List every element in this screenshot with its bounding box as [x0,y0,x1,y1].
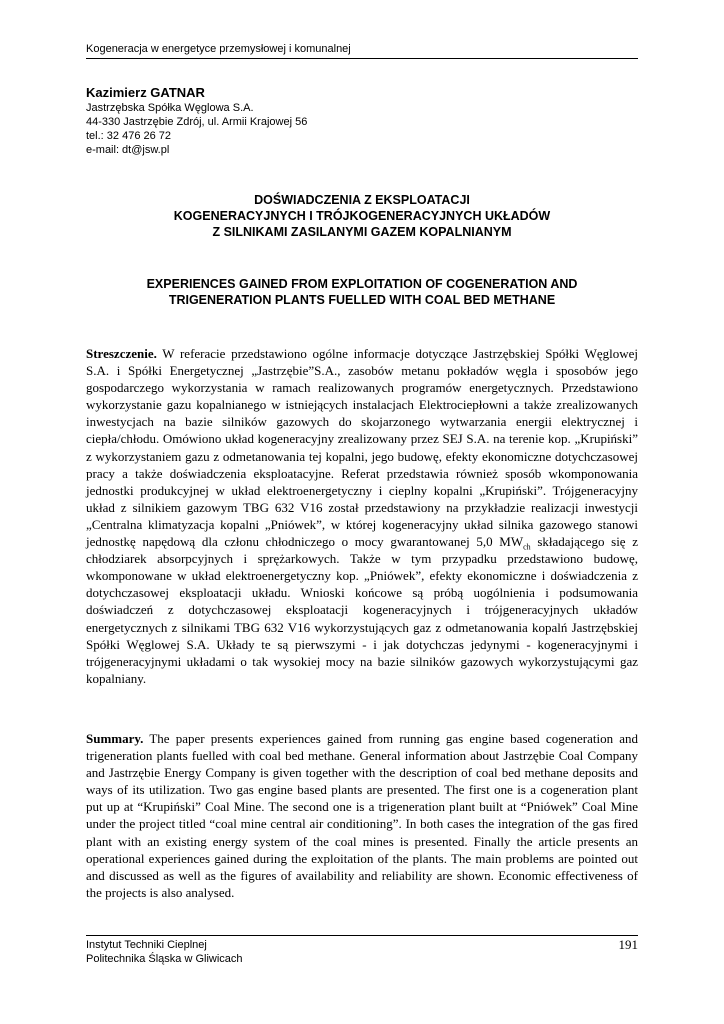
author-phone: tel.: 32 476 26 72 [86,130,172,142]
title-polish-line-2: KOGENERACYJNYCH I TRÓJKOGENERACYJNYCH UKŁADÓW [173,209,551,223]
abstract-english-label: Summary. [86,731,144,746]
abstract-polish-text-part-1: W referacie przedstawiono ogólne informacje dotyczące Jastrzębskiej Spółki Węglowej S.A. i Spółki Energetycznej „Jastrzębie”S.A., zasobów metanu pokładów węgla i sposobów jego gospodarczego wykorzystania w ramach realizowanych programów energetycznych. Przedstawiono wykorzystanie gazu kopalnianego w istniejących instalacjach Elektrociepłowni a także zrealizowanych inwestycjach na bazie silników gazowych do skojarzonego wytwarzania energii elektrycznej i ciepła/chłodu. Omówiono układ kogeneracyjny zrealizowany przez SEJ S.A. na terenie kop. „Krupiński” z wykorzystaniem gazu z odmetanowania tej kopalni, jego budowę, efekty ekonomiczne dotychczasowej pracy a także doświadczenia eksploatacyjne. Referat przedstawia również sposób wkomponowania jednostki produkcyjnej w układ elektroenergetyczny i cieplny kopalni „Krupiński”. Trójgeneracyjny układ z silnikiem gazowym TBG 632 V16 został przedstawiony na przykładzie realizacji inwestycji „Centralna klimatyzacja kopalni „Pniówek”, w której kogeneracyjny układ silnika gazowego stanowi jednostkę napędową dla członu chłodniczego o mocy gwarantowanej 5,0 MW [86,346,638,550]
author-address: 44-330 Jastrzębie Zdrój, ul. Armii Krajowej 56 [86,116,308,128]
author-email: e-mail: dt@jsw.pl [86,144,170,156]
title-english [86,276,638,308]
page-footer [86,935,638,966]
title-polish-line-1: DOŚWIADCZENIA Z EKSPLOATACJI [254,193,470,207]
abstract-polish [86,345,638,687]
abstract-english-text: The paper presents experiences gained from running gas engine based cogeneration and trigeneration plants fuelled with coal bed methane. General information about Jastrzębie Coal Company and Jastrzębie Energy Company is given together with the description of coal bed methane deposits and ways of its utilization. Two gas engine based plants are presented. The first one is a cogeneration plant put up at “Krupiński” Coal Mine. The second one is a trigeneration plant built at “Pniówek” Coal Mine under the project titled “coal mine central air conditioning”. In both cases the integration of the gas fired plant with an existing energy system of the coal mines is presented. Finally the article presents an operational experiences gained during the exploitation of the plants. The main problems are pointed out and discussed as well as the figures of availability and reliability are shown. Economic effectiveness of the projects is also analysed. [86,731,638,900]
abstract-polish-text-part-2: składającego się z chłodziarek absorpcyjnych i sprężarkowych. Także w tym przypadku przedstawiono budowę, wkomponowane w układ elektroenergetyczny kop. „Pniówek”, efekty ekonomiczne i doświadczenia z dotychczasowej eksploatacji układu. Wnioski końcowe są próbą uogólnienia i podsumowania doświadczeń z dotychczasowej eksploatacji kogeneracyjnych i trójgeneracyjnych układów energetycznych z silnikami TBG 632 V16 wykorzystujących gaz z odmetanowania kopalń Jastrzębskiej Spółki Węglowej S.A. Układy te są pierwszymi - i jak dotychczas jedynymi - kogeneracyjnymi i trójgeneracyjnymi układami o tak wysokiej mocy na bazie silników gazowych wykorzystującymi gaz kopalniany. [86,534,638,686]
author-block [86,85,638,157]
running-header: Kogeneracja w energetyce przemysłowej i komunalnej [86,42,638,59]
footer-line-2: Politechnika Śląska w Gliwicach [86,953,243,965]
abstract-polish-label: Streszczenie. [86,346,157,361]
page-number: 191 [618,937,638,952]
abstract-polish-subscript: ch [523,542,531,552]
author-name: Kazimierz GATNAR [86,85,205,100]
footer-institution [86,938,638,966]
title-polish [86,192,638,240]
author-affiliation: Jastrzębska Spółka Węglowa S.A. [86,102,254,114]
title-english-line-2: TRIGENERATION PLANTS FUELLED WITH COAL BED METHANE [168,293,556,307]
title-polish-line-3: Z SILNIKAMI ZASILANYMI GAZEM KOPALNIANYM [212,225,512,239]
title-english-line-1: EXPERIENCES GAINED FROM EXPLOITATION OF COGENERATION AND [146,277,578,291]
footer-line-1: Instytut Techniki Cieplnej [86,939,207,951]
abstract-english [86,730,638,901]
